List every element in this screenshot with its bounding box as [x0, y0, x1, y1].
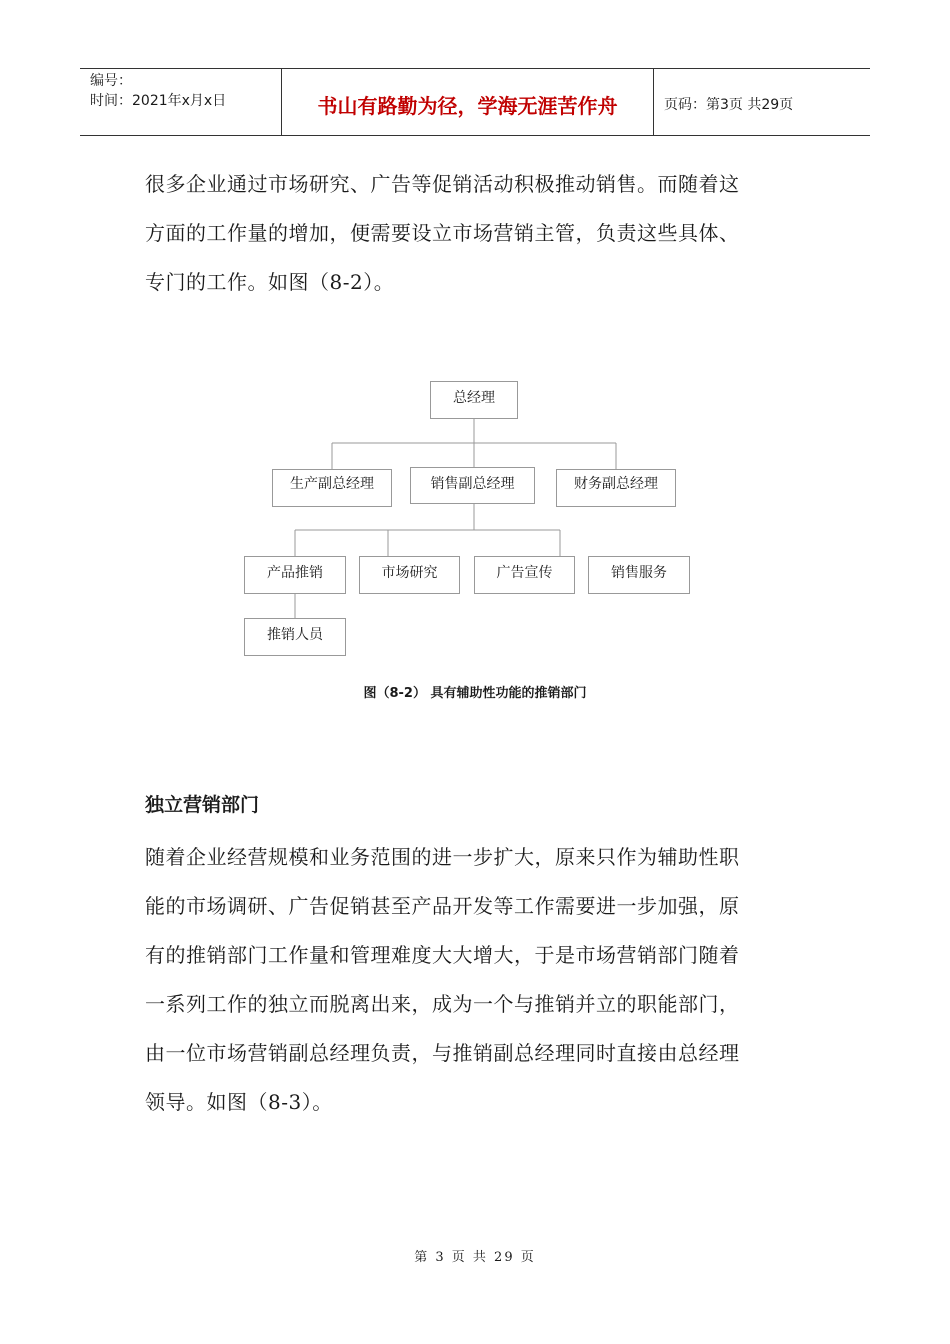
node-market-research: 市场研究: [359, 556, 460, 594]
node-vp-finance: 财务副总经理: [556, 469, 676, 507]
paragraph-line: 领导。如图（8-3）。: [145, 1090, 333, 1114]
figure-caption: 图（8-2） 具有辅助性功能的推销部门: [363, 686, 587, 701]
paragraph-line: 专门的工作。如图（8-2）。: [145, 270, 395, 294]
header-motto: 书山有路勤为径，学海无涯苦作舟: [282, 69, 654, 135]
paragraph-line: 一系列工作的独立而脱离出来，成为一个与推销并立的职能部门，: [145, 992, 740, 1016]
paragraph-line: 很多企业通过市场研究、广告等促销活动积极推动销售。而随着这: [145, 172, 740, 196]
header-time: 时间：2021年x月x日: [90, 93, 227, 109]
paragraph-line: 随着企业经营规模和业务范围的进一步扩大，原来只作为辅助性职: [145, 845, 740, 869]
node-general-manager: 总经理: [430, 381, 518, 419]
paragraph-line: 方面的工作量的增加，便需要设立市场营销主管，负责这些具体、: [145, 221, 740, 245]
node-vp-sales: 销售副总经理: [410, 467, 535, 504]
node-salespeople: 推销人员: [244, 618, 346, 656]
page-header: [80, 68, 870, 136]
header-meta: [80, 69, 282, 135]
section-heading: 独立营销部门: [145, 794, 260, 816]
paragraph-line: 由一位市场营销副总经理负责，与推销副总经理同时直接由总经理: [145, 1041, 740, 1065]
node-vp-production: 生产副总经理: [272, 469, 392, 507]
intro-paragraph: [145, 160, 815, 307]
node-advertising: 广告宣传: [474, 556, 575, 594]
header-page-info: 页码：第3页 共29页: [664, 97, 794, 113]
paragraph-line: 能的市场调研、广告促销甚至产品开发等工作需要进一步加强，原: [145, 894, 740, 918]
page-footer: 第 3 页 共 29 页: [414, 1250, 536, 1265]
paragraph-line: 有的推销部门工作量和管理难度大大增大，于是市场营销部门随着: [145, 943, 740, 967]
node-product-sales: 产品推销: [244, 556, 346, 594]
header-number: 编号：: [90, 73, 132, 89]
node-sales-service: 销售服务: [588, 556, 690, 594]
section-paragraph: [145, 833, 815, 1127]
